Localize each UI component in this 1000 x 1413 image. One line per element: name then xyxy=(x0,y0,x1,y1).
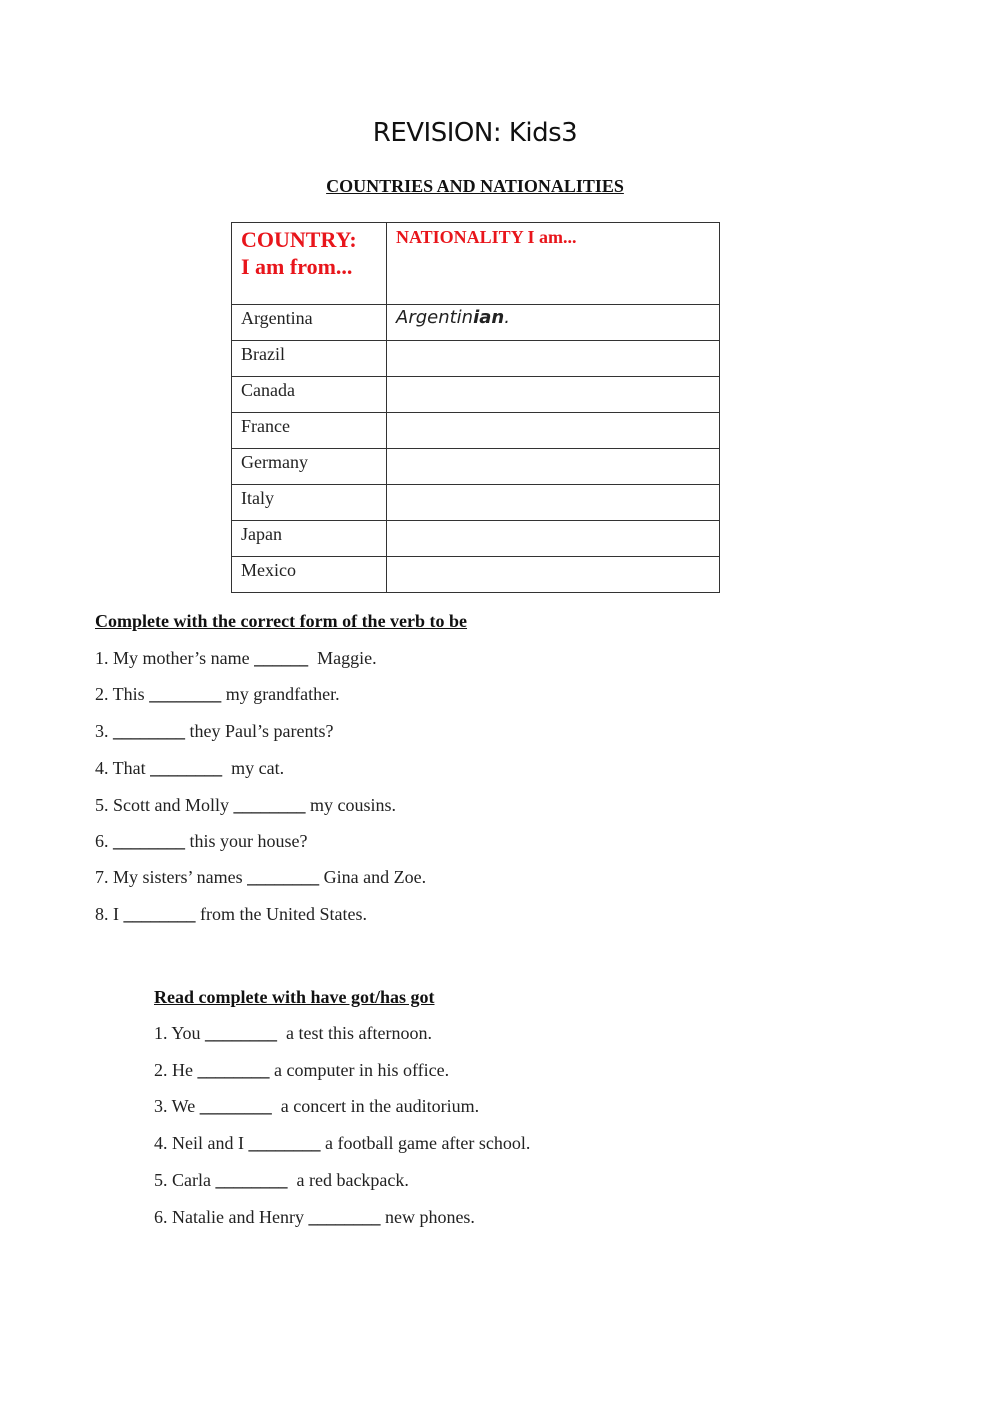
item-text: from the United States. xyxy=(195,904,367,924)
country-cell: Mexico xyxy=(232,557,387,593)
item-text: a red backpack. xyxy=(287,1170,409,1190)
table-row xyxy=(232,377,720,413)
answer-blank[interactable]: ________ xyxy=(123,904,196,924)
answer-blank[interactable]: ________ xyxy=(197,1060,270,1080)
nationality-answer-cell[interactable] xyxy=(387,305,720,341)
item-text: they Paul’s parents? xyxy=(185,721,334,741)
item-text: a computer in his office. xyxy=(269,1060,450,1080)
answer-blank[interactable]: ________ xyxy=(247,867,320,887)
item-text: a test this afternoon. xyxy=(277,1023,432,1043)
nationality-answer-cell[interactable] xyxy=(387,521,720,557)
nationality-table xyxy=(231,222,720,593)
exercise-item xyxy=(154,1096,479,1117)
example-stem: Argentin xyxy=(396,307,474,328)
country-cell: Germany xyxy=(232,449,387,485)
item-text: 2. This xyxy=(95,684,150,704)
exercise-item xyxy=(95,758,284,779)
table-row xyxy=(232,485,720,521)
item-text: Gina and Zoe. xyxy=(319,867,427,887)
answer-blank[interactable]: ________ xyxy=(149,684,222,704)
nationality-answer-cell[interactable] xyxy=(387,377,720,413)
example-end: . xyxy=(504,307,510,328)
item-text: a football game after school. xyxy=(320,1133,531,1153)
item-text: 1. You xyxy=(154,1023,206,1043)
item-text: new phones. xyxy=(380,1207,475,1227)
item-text: 4. Neil and I xyxy=(154,1133,249,1153)
section-title-countries: COUNTRIES AND NATIONALITIES xyxy=(326,176,624,196)
item-text: 7. My sisters’ names xyxy=(95,867,248,887)
item-text: 8. I xyxy=(95,904,124,924)
table-row xyxy=(232,449,720,485)
answer-blank[interactable]: ______ xyxy=(254,648,309,668)
answer-blank[interactable]: ________ xyxy=(215,1170,288,1190)
item-text: my cousins. xyxy=(305,795,397,815)
header-country-line2: I am from... xyxy=(241,254,353,279)
country-cell: Italy xyxy=(232,485,387,521)
exercise-item xyxy=(154,1060,449,1081)
exercise-item xyxy=(95,867,426,888)
exercise-item xyxy=(154,1133,530,1154)
nationality-answer-cell[interactable] xyxy=(387,413,720,449)
nationality-answer-cell[interactable] xyxy=(387,449,720,485)
item-text: 1. My mother’s name xyxy=(95,648,255,668)
country-cell: Brazil xyxy=(232,341,387,377)
example-suffix: ian xyxy=(473,307,505,328)
answer-blank[interactable]: ________ xyxy=(248,1133,321,1153)
exercise-item xyxy=(154,1207,475,1228)
header-nationality: NATIONALITY I am... xyxy=(387,223,720,305)
answer-blank[interactable]: ________ xyxy=(113,721,185,741)
item-text: a concert in the auditorium. xyxy=(271,1096,480,1116)
country-cell: Japan xyxy=(232,521,387,557)
exercise-item xyxy=(95,904,367,925)
item-text: 3. xyxy=(95,721,113,741)
table-row xyxy=(232,521,720,557)
country-cell: France xyxy=(232,413,387,449)
exercise-item xyxy=(95,684,340,705)
answer-blank[interactable]: ________ xyxy=(199,1096,272,1116)
exercise-item xyxy=(95,721,333,742)
page-title: REVISION: Kids3 xyxy=(372,118,578,148)
nationality-answer-cell[interactable] xyxy=(387,341,720,377)
item-text: 3. We xyxy=(154,1096,200,1116)
item-text: 6. xyxy=(95,831,113,851)
exercise-item xyxy=(95,831,307,852)
answer-blank[interactable]: ________ xyxy=(308,1207,381,1227)
item-text: 5. Carla xyxy=(154,1170,216,1190)
item-text: my cat. xyxy=(222,758,285,778)
table-row xyxy=(232,413,720,449)
item-text: my grandfather. xyxy=(221,684,340,704)
exercise-item xyxy=(154,1023,432,1044)
table-row xyxy=(232,341,720,377)
country-cell: Canada xyxy=(232,377,387,413)
answer-blank[interactable]: ________ xyxy=(150,758,223,778)
item-text: Maggie. xyxy=(308,648,377,668)
exercise-item xyxy=(95,648,377,669)
table-row xyxy=(232,557,720,593)
exercise-item xyxy=(95,795,396,816)
section1-heading: Complete with the correct form of the verb to be xyxy=(95,611,468,631)
item-text: 6. Natalie and Henry xyxy=(154,1207,309,1227)
header-country-line1: COUNTRY: xyxy=(241,227,357,252)
exercise-item xyxy=(154,1170,409,1191)
table-header-row xyxy=(232,223,720,305)
table-row xyxy=(232,305,720,341)
item-text: this your house? xyxy=(185,831,308,851)
header-country xyxy=(232,223,387,305)
item-text: 5. Scott and Molly xyxy=(95,795,234,815)
country-cell: Argentina xyxy=(232,305,387,341)
answer-blank[interactable]: ________ xyxy=(233,795,306,815)
answer-blank[interactable]: ________ xyxy=(205,1023,278,1043)
item-text: 4. That xyxy=(95,758,151,778)
item-text: 2. He xyxy=(154,1060,198,1080)
answer-blank[interactable]: ________ xyxy=(113,831,185,851)
nationality-answer-cell[interactable] xyxy=(387,485,720,521)
section2-heading: Read complete with have got/has got xyxy=(154,987,435,1007)
nationality-answer-cell[interactable] xyxy=(387,557,720,593)
